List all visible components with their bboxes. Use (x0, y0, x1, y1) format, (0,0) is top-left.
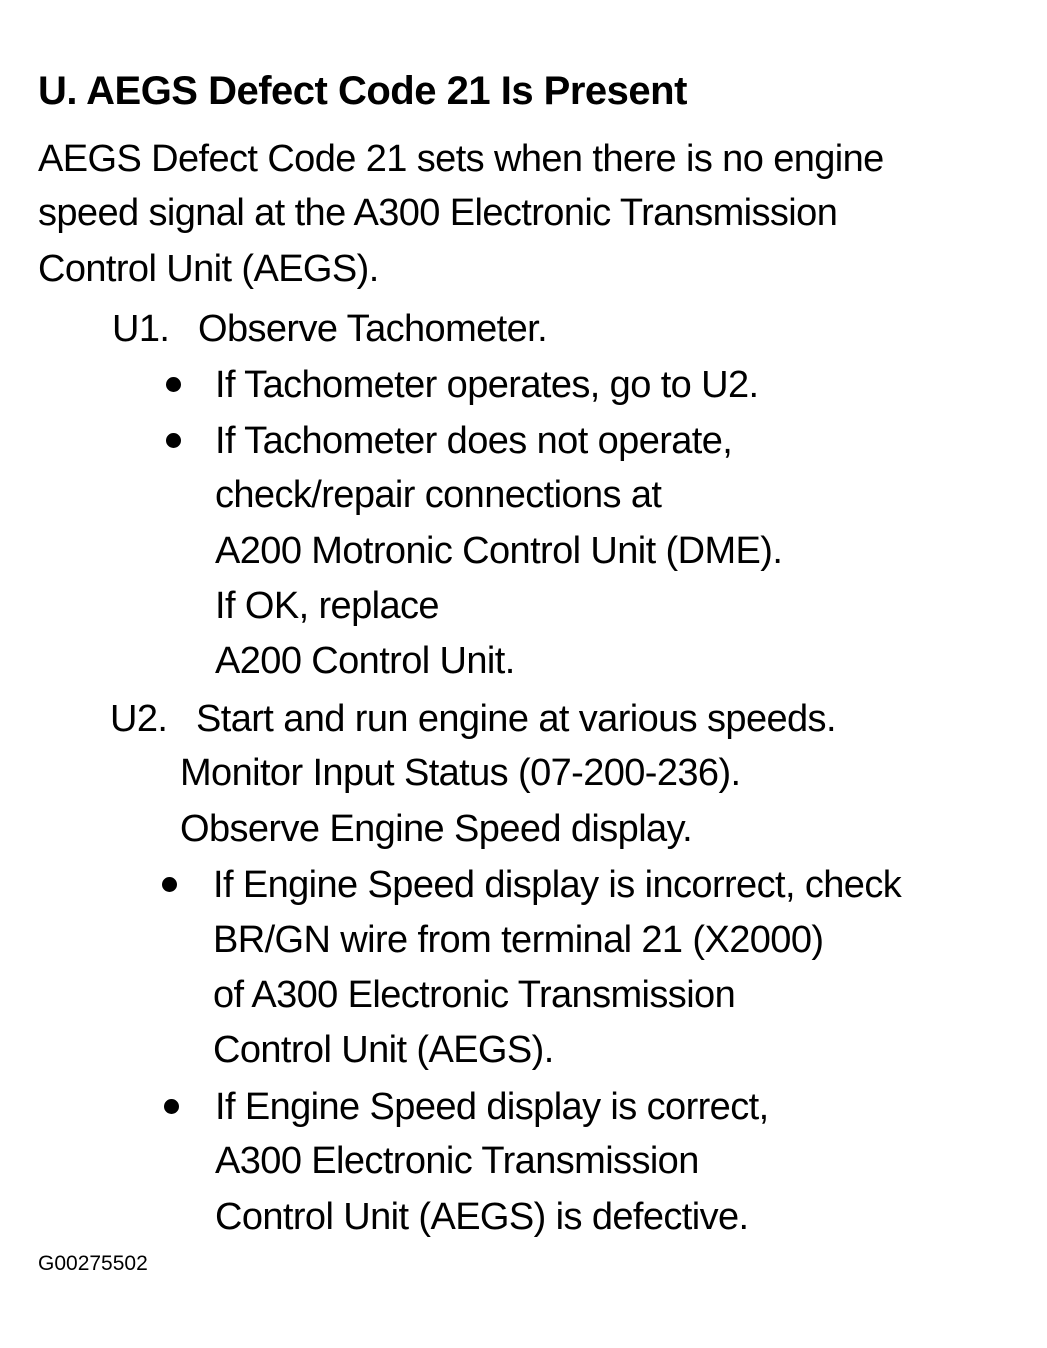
bullet-text: If Tachometer operates, go to U2. (215, 364, 759, 406)
step-label-u1: U1. (112, 308, 170, 350)
bullet-text: check/repair connections at (215, 474, 662, 516)
bullet-text: If Tachometer does not operate, (215, 420, 733, 462)
bullet-text: of A300 Electronic Transmission (213, 974, 736, 1016)
bullet-text: If Engine Speed display is correct, (215, 1086, 769, 1128)
intro-line: Control Unit (AEGS). (38, 248, 379, 290)
step-instruction: Observe Engine Speed display. (180, 808, 693, 850)
bullet-text: Control Unit (AEGS) is defective. (215, 1196, 749, 1238)
bullet-text: A300 Electronic Transmission (215, 1140, 699, 1182)
step-label-u2: U2. (110, 698, 168, 740)
bullet-text: Control Unit (AEGS). (213, 1029, 554, 1071)
bullet-icon (162, 877, 177, 892)
bullet-icon (166, 433, 181, 448)
step-instruction: Start and run engine at various speeds. (196, 698, 836, 740)
intro-line: AEGS Defect Code 21 sets when there is no engine (38, 138, 884, 180)
bullet-icon (164, 1099, 179, 1114)
step-instruction: Observe Tachometer. (198, 308, 548, 350)
figure-id: G00275502 (38, 1252, 148, 1275)
bullet-text: If Engine Speed display is incorrect, check (213, 864, 902, 906)
bullet-text: If OK, replace (215, 585, 439, 627)
bullet-text: A200 Motronic Control Unit (DME). (215, 530, 783, 572)
bullet-text: A200 Control Unit. (215, 640, 515, 682)
intro-line: speed signal at the A300 Electronic Transmission (38, 192, 838, 234)
bullet-icon (166, 377, 181, 392)
step-instruction: Monitor Input Status (07-200-236). (180, 752, 741, 794)
section-heading: U. AEGS Defect Code 21 Is Present (38, 69, 687, 113)
bullet-text: BR/GN wire from terminal 21 (X2000) (213, 919, 824, 961)
